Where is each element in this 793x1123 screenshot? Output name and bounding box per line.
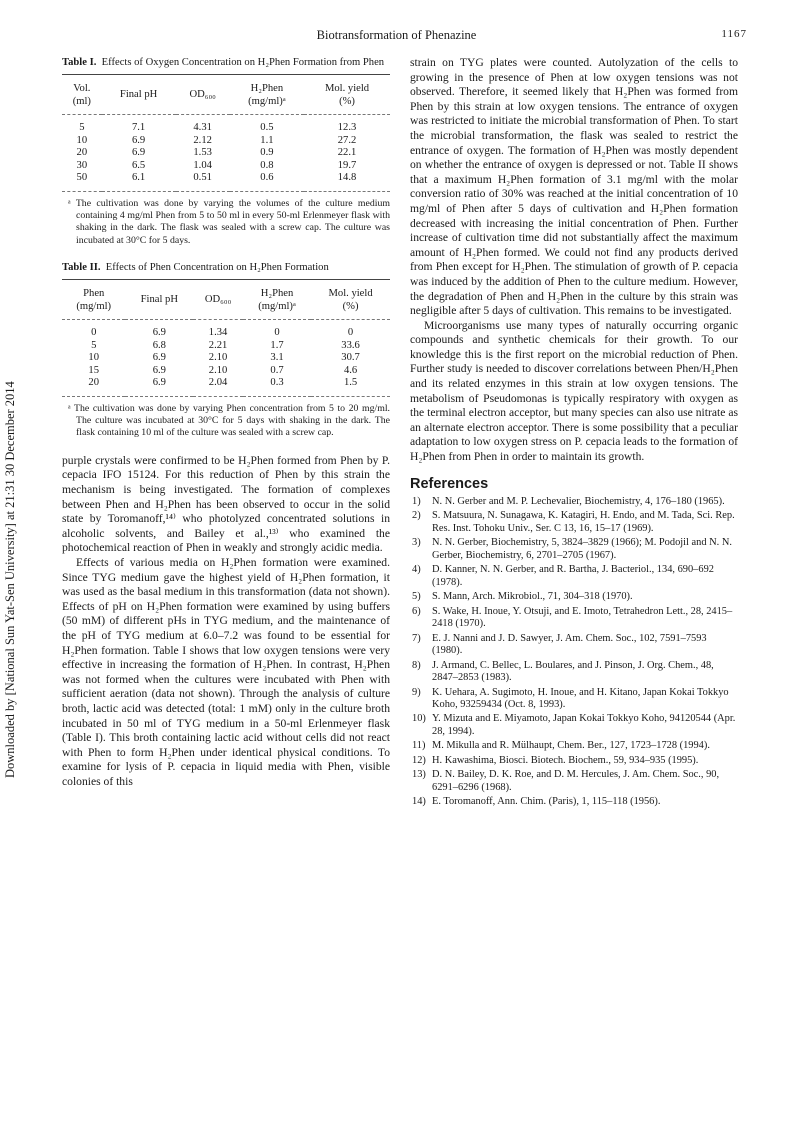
column-header: H₂Phen (mg/ml)ᵃ bbox=[248, 83, 286, 107]
table-cell: 4.31 bbox=[193, 122, 212, 133]
reference-number: 12) bbox=[412, 754, 426, 766]
table2-footnote: ᵃ The cultivation was done by varying Phen concentration from 5 to 20 mg/ml. The culture was incubated at 30°C for 5 days with shaking in the dark. The flask containing 10 ml of the culture was sealed with a screw cap. bbox=[68, 402, 390, 439]
reference-text: S. Matsuura, N. Sunagawa, K. Katagiri, H. Endo, and M. Tada, Sci. Rep. Res. Inst. Tohoku Univ., Ser. C 13, 16, 15–17 (1969). bbox=[432, 510, 735, 535]
left-column bbox=[62, 56, 390, 790]
body-paragraph: Effects of various media on H₂Phen formation were examined. Since TYG medium gave the highest yield of H₂Phen formation, it was used as the basal medium in this transformation (data not shown). Effects of pH on H₂Phen formation were examined by using buffers (50 mM) of different pHs in TYG medium, and the maintenance of the pH of TYG medium at 6.0–7.2 was found to be essential for H₂Phen formation. Table I shows that low oxygen tensions were very effective in increasing the formation of H₂Phen. In contrast, H₂Phen was not formed when the cultures were incubated with Phen with sufficient aeration (data not shown). Through the analysis of culture broth, lactic acid was detected (total: 1 mM) only in the culture broth incubated in 50 ml of TYG medium in a 50-ml Erlenmeyer flask (Table I). This broth containing lactic acid without cells did not react with Phen to form H₂Phen under identical physical conditions. To examine for lysis of P. cepacia in liquid media with Phen, visible colonies of this bbox=[62, 556, 390, 788]
table-cell: 20 bbox=[76, 147, 88, 158]
table-cell: 19.7 bbox=[337, 159, 357, 171]
table-cell: 6.9 bbox=[152, 352, 166, 364]
table-cell: 12.3 bbox=[337, 122, 357, 133]
reference-item bbox=[410, 496, 738, 509]
table-cell: 1.04 bbox=[193, 159, 212, 171]
table-cell: 5 bbox=[91, 339, 97, 351]
reference-item bbox=[410, 510, 738, 536]
column-header: Vol. (ml) bbox=[72, 83, 91, 107]
right-column bbox=[410, 56, 738, 810]
table-row bbox=[62, 320, 390, 340]
reference-number: 11) bbox=[412, 740, 426, 752]
table-cell: 4.6 bbox=[343, 364, 358, 376]
table1-footnote: ᵃ The cultivation was done by varying the volumes of the culture medium containing 4 mg/ml Phen from 5 to 50 ml in every 50-ml Erlenmeyer flask with shaking in the dark. The flask was sealed with a screw cap. The culture was incubated at 30°C for 5 days. bbox=[68, 197, 390, 246]
table1 bbox=[62, 74, 390, 192]
table-cell: 6.8 bbox=[152, 339, 166, 351]
reference-number: 14) bbox=[412, 795, 426, 807]
reference-number: 10) bbox=[412, 713, 426, 725]
reference-number: 7) bbox=[412, 632, 421, 644]
table-cell: 1.5 bbox=[311, 377, 390, 396]
table-cell: 0.9 bbox=[260, 147, 274, 158]
table-row bbox=[62, 352, 390, 365]
table-row bbox=[62, 172, 390, 191]
table-cell: 1.34 bbox=[208, 327, 228, 339]
table-cell: 33.6 bbox=[341, 339, 360, 351]
reference-text: E. Toromanoff, Ann. Chim. (Paris), 1, 115–118 (1956). bbox=[432, 795, 661, 807]
column-header: H₂Phen (mg/ml)ᵃ bbox=[258, 288, 296, 312]
table-cell: 5 bbox=[79, 122, 85, 133]
table-cell: 2.04 bbox=[193, 377, 243, 396]
reference-text: K. Uehara, A. Sugimoto, H. Inoue, and H. Kitano, Japan Kokai Tokkyo Koho, 93259434 (Oct. 8, 1993). bbox=[432, 686, 729, 711]
table-cell: 2.10 bbox=[208, 352, 228, 364]
table-cell: 27.2 bbox=[337, 134, 357, 146]
reference-item bbox=[410, 660, 738, 686]
table-header-row bbox=[62, 280, 390, 320]
table-row bbox=[62, 340, 390, 353]
table1-label: Table I. bbox=[62, 57, 97, 68]
table-cell: 30.7 bbox=[341, 352, 360, 364]
table-cell: 30 bbox=[76, 159, 88, 171]
table-cell: 1.53 bbox=[193, 147, 212, 158]
table1-title: Effects of Oxygen Concentration on H₂Phen Formation from Phen bbox=[101, 57, 385, 68]
reference-text: S. Wake, H. Inoue, Y. Otsuji, and E. Imoto, Tetrahedron Lett., 28, 2415–2418 (1970). bbox=[432, 605, 733, 630]
reference-item bbox=[410, 591, 738, 604]
table-cell: 15 bbox=[88, 364, 100, 376]
table-cell: 0.3 bbox=[243, 377, 311, 396]
reference-text: H. Kawashima, Biosci. Biotech. Biochem., 59, 934–935 (1995). bbox=[432, 754, 699, 766]
reference-item bbox=[410, 606, 738, 632]
reference-text: M. Mikulla and R. Mülhaupt, Chem. Ber., 127, 1723–1728 (1994). bbox=[432, 740, 710, 752]
table-cell: 0 bbox=[347, 327, 354, 339]
reference-number: 1) bbox=[412, 496, 421, 508]
reference-number: 2) bbox=[412, 510, 421, 522]
references-list bbox=[410, 496, 738, 808]
table-cell: 50 bbox=[62, 172, 102, 191]
running-title: Biotransformation of Phenazine bbox=[316, 28, 477, 42]
table-cell: 1.1 bbox=[260, 134, 274, 146]
right-body-text bbox=[410, 56, 738, 465]
column-header: Mol. yield (%) bbox=[324, 83, 370, 107]
table-cell: 6.9 bbox=[152, 364, 166, 376]
table-cell: 0 bbox=[274, 327, 280, 339]
reference-item bbox=[410, 740, 738, 753]
table-cell: 6.9 bbox=[152, 327, 166, 339]
table2-label: Table II. bbox=[62, 262, 101, 274]
reference-number: 5) bbox=[412, 591, 421, 603]
table1-caption bbox=[62, 56, 390, 69]
table-cell: 0 bbox=[91, 327, 97, 339]
reference-item bbox=[410, 713, 738, 739]
table-cell: 0.7 bbox=[270, 364, 284, 376]
table-cell: 22.1 bbox=[337, 147, 357, 158]
table-cell: 6.5 bbox=[131, 159, 146, 171]
table-cell: 3.1 bbox=[270, 352, 284, 364]
reference-text: E. J. Nanni and J. D. Sawyer, J. Am. Chem. Soc., 102, 7591–7593 (1980). bbox=[432, 632, 707, 657]
reference-text: N. N. Gerber and M. P. Lechevalier, Biochemistry, 4, 176–180 (1965). bbox=[432, 496, 725, 508]
table-cell: 10 bbox=[76, 134, 88, 146]
column-header: OD₆₀₀ bbox=[204, 294, 232, 306]
table-cell: 14.8 bbox=[304, 172, 390, 191]
table-row bbox=[62, 115, 390, 135]
reference-item bbox=[410, 537, 738, 563]
download-watermark: Downloaded by [National Sun Yat-Sen University] at 21:31 30 December 2014 bbox=[3, 381, 17, 779]
reference-text: Y. Mizuta and E. Miyamoto, Japan Kokai Tokkyo Koho, 94120544 (Apr. 28, 1994). bbox=[432, 713, 736, 738]
left-body-text bbox=[62, 454, 390, 790]
table-cell: 6.9 bbox=[131, 134, 146, 146]
table-cell: 2.21 bbox=[208, 339, 228, 351]
reference-item bbox=[410, 796, 738, 809]
reference-text: D. Kanner, N. N. Gerber, and R. Bartha, J. Bacteriol., 134, 690–692 (1978). bbox=[432, 564, 714, 589]
table-row bbox=[62, 365, 390, 378]
reference-number: 8) bbox=[412, 659, 421, 671]
table-cell: 6.9 bbox=[125, 377, 193, 396]
table-row bbox=[62, 160, 390, 173]
table-cell: 10 bbox=[88, 352, 100, 364]
table-cell: 2.10 bbox=[208, 364, 228, 376]
column-header: Final pH bbox=[119, 89, 158, 101]
table-row bbox=[62, 135, 390, 148]
table-cell: 0.8 bbox=[260, 159, 274, 171]
reference-text: D. N. Bailey, D. K. Roe, and D. M. Hercules, J. Am. Chem. Soc., 90, 6291–6296 (1968). bbox=[432, 768, 720, 793]
body-paragraph: Microorganisms use many types of naturally occurring organic compounds and synthetic chemicals for their growth. To our knowledge this is the first report on the microbial reduction of Phen. Further study is needed to discover correlations between Phen/H₂Phen and its related enzymes in this strain at low oxygen tensions. The metabolism of Pseudomonas is typically respiratory with oxygen as the terminal electron acceptor, but many species can also use nitrate as an alternate electron acceptor. There is some possibility that a peculiar adaptation to low oxygen stress on P. cepacia leads to the formation of H₂Phen from Phen in order to maintain its growth. bbox=[410, 318, 738, 464]
table-cell: 2.12 bbox=[193, 134, 212, 146]
table-cell: 7.1 bbox=[131, 122, 146, 133]
references-heading: References bbox=[410, 475, 489, 492]
table-cell: 0.6 bbox=[230, 172, 304, 191]
reference-item bbox=[410, 755, 738, 768]
table-cell: 6.1 bbox=[102, 172, 176, 191]
column-header: Phen (mg/ml) bbox=[76, 288, 112, 312]
table2-caption bbox=[62, 261, 390, 274]
reference-text: N. N. Gerber, Biochemistry, 5, 3824–3829 (1966); M. Podojil and N. N. Gerber, Biochemistry, 6, 2701–2705 (1967). bbox=[432, 537, 732, 562]
table-cell: 1.7 bbox=[270, 339, 284, 351]
body-paragraph: purple crystals were confirmed to be H₂Phen formed from Phen by P. cepacia IFO 15124. For this reduction of Phen by this strain the mechanism is being investigated. The formation of complexes between Phen and H₂Phen has been observed to occur in the solid state by Toromanoff,¹⁴⁾ who photolyzed concentrated solutions in alcoholic solvents, and Bailey et al.,¹³⁾ who examined the photochemical reaction of Phen in weakly and strongly acidic media. bbox=[62, 453, 390, 555]
column-header: OD₆₀₀ bbox=[189, 89, 216, 101]
reference-item bbox=[410, 633, 738, 659]
table-row bbox=[62, 377, 390, 396]
body-paragraph: strain on TYG plates were counted. Autolyzation of the cells to growing in the presence of Phen at low oxygen tensions was not observed. Therefore, it seemed likely that H₂Phen was formed from Phen by this strain at low oxygen tensions. The entrance of oxygen was restricted to initiate the microbial transformation of Phen. To start the microbial transformation, the flask was sealed to restrict the entrance of oxygen. The formation of H₂Phen was mostly dependent on whether the entrance of oxygen is depressed or not. Table II shows that a maximum H₂Phen formation of 3.1 mg/ml with the molar conversion ratio of 30% was reached at the initial concentration of 10 mg/ml of Phen after 5 days of cultivation and H₂Phen formation decreased with increasing the initial concentration of Phen. Further increase of cultivation time did not substantially affect the maximum amount of H₂Phen formed. We could not find any products derived from Phen except for H₂Phen. The stimulation of growth of P. cepacia was induced by the addition of Phen to the culture medium. However, the degradation of Phen and H₂Phen in the culture by this strain was negligible after 5 days of cultivation. This remains to be investigated. bbox=[410, 56, 738, 318]
table2 bbox=[62, 279, 390, 397]
reference-number: 13) bbox=[412, 768, 426, 780]
column-header: Final pH bbox=[140, 294, 178, 306]
reference-number: 9) bbox=[412, 686, 421, 698]
table-cell: 6.9 bbox=[131, 147, 146, 158]
table-cell: 20 bbox=[62, 377, 125, 396]
reference-item bbox=[410, 564, 738, 590]
reference-number: 3) bbox=[412, 537, 421, 549]
table-cell: 0.51 bbox=[176, 172, 230, 191]
table2-title: Effects of Phen Concentration on H₂Phen Formation bbox=[105, 262, 329, 274]
column-header: Mol. yield (%) bbox=[328, 288, 373, 312]
table-header-row bbox=[62, 75, 390, 115]
table-row bbox=[62, 147, 390, 160]
reference-text: S. Mann, Arch. Mikrobiol., 71, 304–318 (1970). bbox=[432, 591, 633, 603]
reference-number: 6) bbox=[412, 605, 421, 617]
page-number: 1167 bbox=[721, 28, 747, 40]
reference-item bbox=[410, 769, 738, 795]
reference-number: 4) bbox=[412, 564, 421, 576]
reference-item bbox=[410, 687, 738, 713]
table-cell: 0.5 bbox=[260, 122, 274, 133]
reference-text: J. Armand, C. Bellec, L. Boulares, and J. Pinson, J. Org. Chem., 48, 2847–2853 (1983). bbox=[432, 659, 714, 684]
